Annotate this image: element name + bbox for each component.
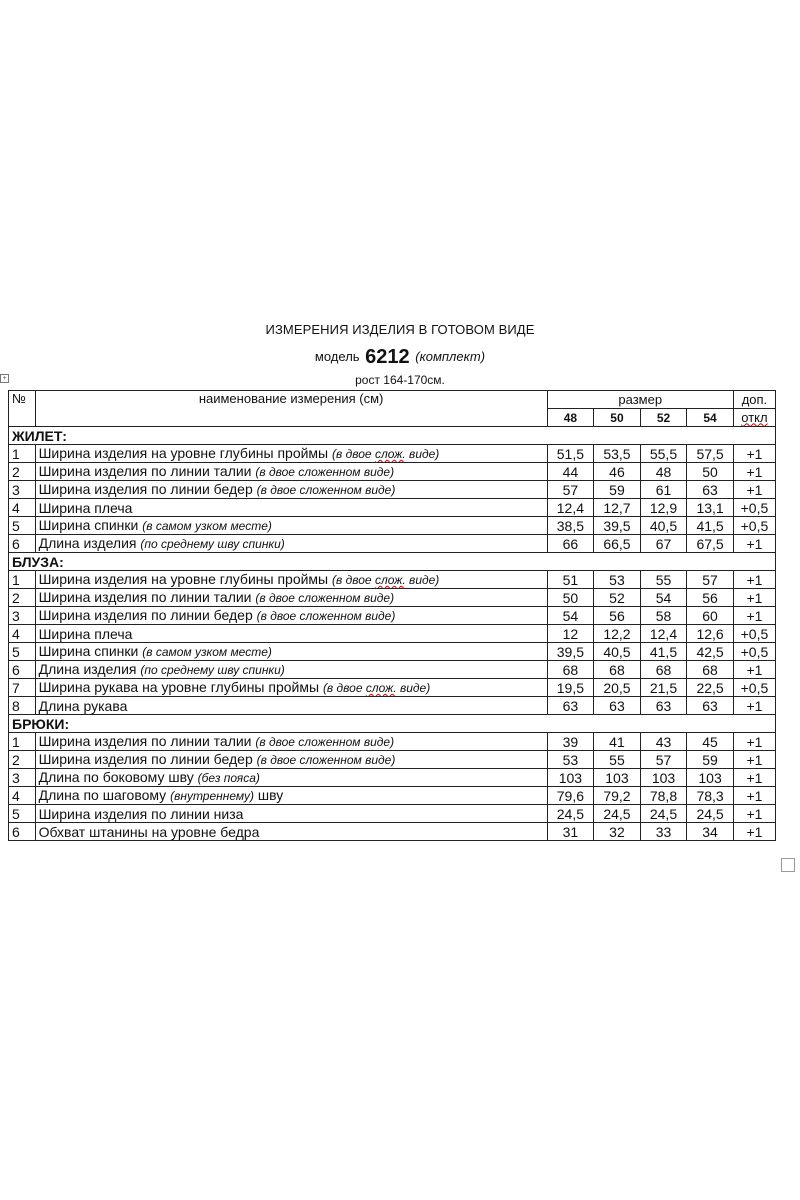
row-number: 1 [9, 445, 36, 463]
size-value: 12 [547, 625, 594, 643]
document-title: ИЗМЕРЕНИЯ ИЗДЕЛИЯ В ГОТОВОМ ВИДЕ [265, 322, 535, 337]
size-value: 12,7 [594, 499, 641, 517]
measurement-name: Ширина спинки [38, 643, 143, 659]
size-value: 32 [594, 823, 641, 841]
tolerance-value: +1 [733, 697, 775, 715]
measurement-suffix: шву [253, 787, 284, 803]
measurement-name: Ширина рукава на уровне глубины проймы [38, 679, 323, 695]
section-title-row [9, 715, 776, 733]
measurement-name-cell [35, 679, 547, 697]
header-tolerance-line1: доп. [733, 391, 775, 409]
size-value: 43 [640, 733, 687, 751]
measurement-note: (по среднему шву спинки) [140, 663, 285, 677]
size-value: 58 [640, 607, 687, 625]
size-value: 54 [640, 589, 687, 607]
table-row [9, 787, 776, 805]
measurement-note: (в двое сложенном виде) [256, 483, 396, 497]
height-range: рост 164-170см. [355, 373, 445, 387]
size-value: 41,5 [640, 643, 687, 661]
size-value: 52 [594, 589, 641, 607]
size-value: 12,4 [640, 625, 687, 643]
size-value: 45 [687, 733, 734, 751]
size-value: 24,5 [687, 805, 734, 823]
size-value: 59 [687, 751, 734, 769]
size-value: 38,5 [547, 517, 594, 535]
measurement-name-cell [35, 625, 547, 643]
size-value: 34 [687, 823, 734, 841]
tolerance-value: +1 [733, 769, 775, 787]
table-row [9, 805, 776, 823]
row-number: 1 [9, 571, 36, 589]
model-line [0, 346, 800, 369]
size-value: 63 [547, 697, 594, 715]
measurement-name: Ширина изделия по линии низа [38, 805, 244, 822]
section-title: БРЮКИ: [9, 715, 776, 733]
size-value: 51,5 [547, 445, 594, 463]
measurement-name-cell [35, 589, 547, 607]
table-row [9, 751, 776, 769]
header-tolerance-line2: откл [733, 409, 775, 427]
measurement-note: (в двое сложенном виде) [255, 591, 395, 605]
tolerance-value: +1 [733, 463, 775, 481]
measurement-name-cell [35, 661, 547, 679]
size-value: 12,9 [640, 499, 687, 517]
table-row [9, 499, 776, 517]
tolerance-value: +1 [733, 607, 775, 625]
size-value: 78,3 [687, 787, 734, 805]
measurement-note: (по среднему шву спинки) [140, 537, 285, 551]
measurement-name: Длина изделия [38, 661, 141, 677]
size-value: 31 [547, 823, 594, 841]
measurement-name-cell [35, 823, 547, 841]
measurement-name-cell [35, 751, 547, 769]
measurement-note: (внутреннему) [170, 789, 254, 803]
size-value: 24,5 [547, 805, 594, 823]
tolerance-value: +0,5 [733, 679, 775, 697]
row-number: 2 [9, 751, 36, 769]
measurement-name: Ширина плеча [38, 625, 133, 642]
model-note: (комплект) [415, 349, 486, 364]
table-row [9, 463, 776, 481]
table-row [9, 661, 776, 679]
model-number: 6212 [365, 346, 410, 368]
measurement-name: Ширина изделия на уровне глубины проймы [38, 445, 333, 461]
size-value: 54 [547, 607, 594, 625]
size-value: 59 [594, 481, 641, 499]
size-value: 12,6 [687, 625, 734, 643]
size-value: 60 [687, 607, 734, 625]
table-row [9, 625, 776, 643]
tolerance-value: +0,5 [733, 517, 775, 535]
section-title-row [9, 427, 776, 445]
size-value: 79,2 [594, 787, 641, 805]
model-prefix: модель [314, 349, 360, 364]
tolerance-value: +1 [733, 805, 775, 823]
size-value: 39,5 [547, 643, 594, 661]
size-value: 103 [594, 769, 641, 787]
row-number: 7 [9, 679, 36, 697]
size-value: 57 [640, 751, 687, 769]
size-value: 39 [547, 733, 594, 751]
size-value: 12,4 [547, 499, 594, 517]
size-value: 53 [547, 751, 594, 769]
measurement-name: Ширина изделия по линии бедер [38, 607, 257, 623]
row-number: 5 [9, 517, 36, 535]
row-number: 5 [9, 805, 36, 823]
measurement-name-cell [35, 697, 547, 715]
table-body [9, 427, 776, 841]
measurement-note: (в самом узком месте) [142, 519, 272, 533]
measurement-note: (в двое слож. виде) [322, 681, 431, 695]
size-value: 42,5 [687, 643, 734, 661]
size-value: 79,6 [547, 787, 594, 805]
measurement-name-cell [35, 643, 547, 661]
size-value: 51 [547, 571, 594, 589]
tolerance-value: +1 [733, 589, 775, 607]
row-number: 8 [9, 697, 36, 715]
measurement-note: (в двое сложенном виде) [256, 753, 396, 767]
size-value: 21,5 [640, 679, 687, 697]
measurement-name-cell [35, 463, 547, 481]
page-end-marker [781, 858, 795, 872]
header-size: 48 [547, 409, 594, 427]
size-value: 41 [594, 733, 641, 751]
table-row [9, 607, 776, 625]
size-value: 57 [687, 571, 734, 589]
table-row [9, 679, 776, 697]
row-number: 3 [9, 481, 36, 499]
measurement-note: (в двое сложенном виде) [255, 735, 395, 749]
table-row [9, 481, 776, 499]
size-value: 61 [640, 481, 687, 499]
tolerance-value: +0,5 [733, 499, 775, 517]
size-value: 41,5 [687, 517, 734, 535]
table-row [9, 733, 776, 751]
measurement-name-cell [35, 535, 547, 553]
measurement-name: Ширина изделия по линии бедер [38, 481, 257, 497]
table-row [9, 643, 776, 661]
size-value: 57,5 [687, 445, 734, 463]
size-value: 63 [687, 481, 734, 499]
size-value: 67 [640, 535, 687, 553]
size-value: 66,5 [594, 535, 641, 553]
measurement-name: Обхват штанины на уровне бедра [38, 823, 260, 840]
table-header [9, 391, 776, 427]
section-title-row [9, 553, 776, 571]
size-value: 50 [547, 589, 594, 607]
row-number: 4 [9, 787, 36, 805]
measurement-name-cell [35, 787, 547, 805]
size-value: 103 [640, 769, 687, 787]
measurement-note: (в двое сложенном виде) [256, 609, 396, 623]
row-number: 3 [9, 769, 36, 787]
row-number: 1 [9, 733, 36, 751]
tolerance-value: +1 [733, 535, 775, 553]
table-row [9, 535, 776, 553]
size-value: 103 [547, 769, 594, 787]
tolerance-value: +1 [733, 445, 775, 463]
size-value: 68 [594, 661, 641, 679]
section-title: БЛУЗА: [9, 553, 776, 571]
size-value: 103 [687, 769, 734, 787]
size-value: 24,5 [640, 805, 687, 823]
row-number: 3 [9, 607, 36, 625]
measurement-name-cell [35, 517, 547, 535]
size-value: 48 [640, 463, 687, 481]
size-value: 63 [594, 697, 641, 715]
table-row [9, 697, 776, 715]
size-value: 12,2 [594, 625, 641, 643]
tolerance-value: +1 [733, 787, 775, 805]
size-value: 56 [594, 607, 641, 625]
table-row [9, 517, 776, 535]
row-number: 6 [9, 535, 36, 553]
row-number: 4 [9, 625, 36, 643]
size-value: 68 [547, 661, 594, 679]
header-size-group: размер [547, 391, 733, 409]
size-value: 20,5 [594, 679, 641, 697]
row-number: 2 [9, 463, 36, 481]
size-value: 55 [594, 751, 641, 769]
measurement-note: (в двое слож. виде) [332, 573, 440, 587]
measurement-name-cell [35, 499, 547, 517]
size-value: 53,5 [594, 445, 641, 463]
row-number: 4 [9, 499, 36, 517]
size-value: 33 [640, 823, 687, 841]
tolerance-value: +1 [733, 661, 775, 679]
measurement-note: (в двое слож. виде) [332, 447, 440, 461]
size-value: 53 [594, 571, 641, 589]
header-size: 50 [594, 409, 641, 427]
measurement-note: (в двое сложенном виде) [255, 465, 395, 479]
header-size: 54 [687, 409, 734, 427]
table-row [9, 823, 776, 841]
size-value: 22,5 [687, 679, 734, 697]
header-size: 52 [640, 409, 687, 427]
measurements-table [8, 390, 776, 841]
measurement-name: Длина по боковому шву [38, 769, 198, 785]
row-number: 6 [9, 823, 36, 841]
size-value: 63 [640, 697, 687, 715]
size-value: 50 [687, 463, 734, 481]
measurement-name-cell [35, 733, 547, 751]
size-value: 13,1 [687, 499, 734, 517]
size-value: 56 [687, 589, 734, 607]
size-value: 63 [687, 697, 734, 715]
measurement-name-cell [35, 769, 547, 787]
measurement-note: (без пояса) [197, 771, 260, 785]
tolerance-value: +1 [733, 823, 775, 841]
size-value: 78,8 [640, 787, 687, 805]
size-value: 40,5 [640, 517, 687, 535]
size-value: 55,5 [640, 445, 687, 463]
tolerance-value: +1 [733, 571, 775, 589]
tolerance-value: +1 [733, 481, 775, 499]
size-value: 66 [547, 535, 594, 553]
measurement-note: (в самом узком месте) [142, 645, 272, 659]
measurement-name: Ширина плеча [38, 499, 133, 516]
row-number: 6 [9, 661, 36, 679]
measurement-name: Длина рукава [38, 697, 128, 714]
size-value: 19,5 [547, 679, 594, 697]
measurement-name: Ширина изделия по линии талии [38, 733, 256, 749]
table-row [9, 769, 776, 787]
tolerance-value: +1 [733, 751, 775, 769]
size-value: 39,5 [594, 517, 641, 535]
header-measurement-name: наименование измерения (см) [35, 391, 547, 427]
tolerance-value: +0,5 [733, 643, 775, 661]
measurement-name: Ширина изделия по линии талии [38, 463, 256, 479]
size-value: 40,5 [594, 643, 641, 661]
header-number: № [9, 391, 36, 427]
tolerance-value: +1 [733, 733, 775, 751]
row-number: 5 [9, 643, 36, 661]
measurement-name-cell [35, 805, 547, 823]
size-value: 68 [640, 661, 687, 679]
measurement-name-cell [35, 481, 547, 499]
measurement-name: Ширина спинки [38, 517, 143, 533]
table-row [9, 589, 776, 607]
size-value: 44 [547, 463, 594, 481]
size-value: 55 [640, 571, 687, 589]
tolerance-value: +0,5 [733, 625, 775, 643]
measurement-name-cell [35, 445, 547, 463]
measurement-name: Ширина изделия по линии бедер [38, 751, 257, 767]
measurement-name: Длина по шаговому [38, 787, 171, 803]
measurement-name-cell [35, 571, 547, 589]
measurement-name-cell [35, 607, 547, 625]
size-value: 67,5 [687, 535, 734, 553]
row-number: 2 [9, 589, 36, 607]
table-row [9, 571, 776, 589]
size-value: 46 [594, 463, 641, 481]
table-row [9, 445, 776, 463]
measurement-name: Ширина изделия на уровне глубины проймы [38, 571, 333, 587]
size-value: 24,5 [594, 805, 641, 823]
table-move-handle-icon[interactable]: + [0, 374, 9, 383]
size-value: 57 [547, 481, 594, 499]
size-value: 68 [687, 661, 734, 679]
measurement-name: Длина изделия [38, 535, 141, 551]
section-title: ЖИЛЕТ: [9, 427, 776, 445]
measurement-name: Ширина изделия по линии талии [38, 589, 256, 605]
